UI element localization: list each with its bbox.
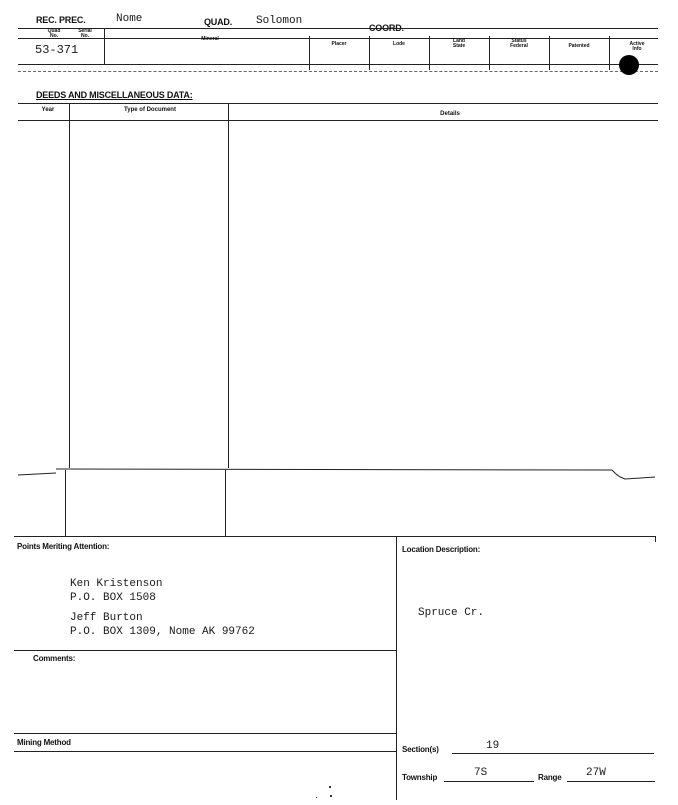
col-lode: Lode <box>393 41 405 47</box>
scan-speck <box>329 786 331 788</box>
comments-label: Comments: <box>33 654 76 663</box>
quad-serial-value: 53-371 <box>35 43 79 57</box>
contact1-address: P.O. BOX 1508 <box>70 592 156 604</box>
township-underline <box>444 781 534 782</box>
contact2-address: P.O. BOX 1309, Nome AK 99762 <box>70 626 255 638</box>
col-divider <box>549 36 550 70</box>
location-right-edge <box>655 536 656 542</box>
bottom-center-divider <box>396 536 397 800</box>
active-info-mark <box>619 55 639 75</box>
col-divider <box>609 36 610 70</box>
mining-bottom-line <box>14 751 396 752</box>
header-col-line <box>18 38 658 39</box>
deeds-divider-type-lower <box>225 470 226 536</box>
quad-label: QUAD. <box>204 17 232 27</box>
deeds-top-line <box>18 103 658 104</box>
col-type-of-document: Type of Document <box>124 107 176 113</box>
deeds-divider-type <box>228 103 229 468</box>
header-bottom-line <box>18 64 658 65</box>
range-label: Range <box>538 773 562 782</box>
col-patented: Patented <box>568 43 590 49</box>
contact2-name: Jeff Burton <box>70 612 143 624</box>
bottom-top-line <box>14 536 656 537</box>
points-label: Points Meriting Attention: <box>17 542 110 551</box>
location-label: Location Description: <box>402 545 481 554</box>
header-bottom-line-2 <box>18 71 658 72</box>
scan-speck <box>316 797 317 798</box>
deeds-divider-year <box>69 103 70 468</box>
location-value: Spruce Cr. <box>418 607 485 619</box>
range-underline <box>567 781 655 782</box>
header-top-line <box>18 28 658 29</box>
page-seam <box>0 455 678 495</box>
deeds-title: DEEDS AND MISCELLANEOUS DATA: <box>36 90 193 100</box>
comments-top-line <box>14 650 396 651</box>
section-value: 19 <box>486 740 500 752</box>
mining-method-label: Mining Method <box>17 738 71 747</box>
col-status-federal: Status Federal <box>510 38 528 49</box>
coord-label: COORD. <box>369 23 404 33</box>
col-mineral: Mineral <box>201 36 219 42</box>
township-label: Township <box>402 773 438 782</box>
col-details: Details <box>440 111 460 117</box>
rec-prec-label: REC. PREC. <box>36 15 86 25</box>
deeds-header-line <box>18 120 658 121</box>
col-land-state: Land State <box>452 38 466 49</box>
deeds-divider-year-lower <box>65 470 66 536</box>
col-serial-no: Serial No. <box>78 28 92 39</box>
section-label: Section(s) <box>402 745 439 754</box>
col-quad-no: Quad No. <box>47 28 61 39</box>
col-placer: Placer <box>331 41 347 47</box>
quad-value: Solomon <box>256 15 303 27</box>
col-year: Year <box>41 107 55 113</box>
scan-speck <box>330 795 332 797</box>
col-divider <box>104 28 105 64</box>
range-value: 27W <box>586 767 606 779</box>
township-value: 7S <box>474 767 488 779</box>
col-active-info: Active Info <box>629 41 645 52</box>
contact1-name: Ken Kristenson <box>70 578 163 590</box>
rec-prec-value: Nome <box>116 13 143 25</box>
section-underline <box>452 753 654 754</box>
mining-top-line <box>14 733 396 734</box>
